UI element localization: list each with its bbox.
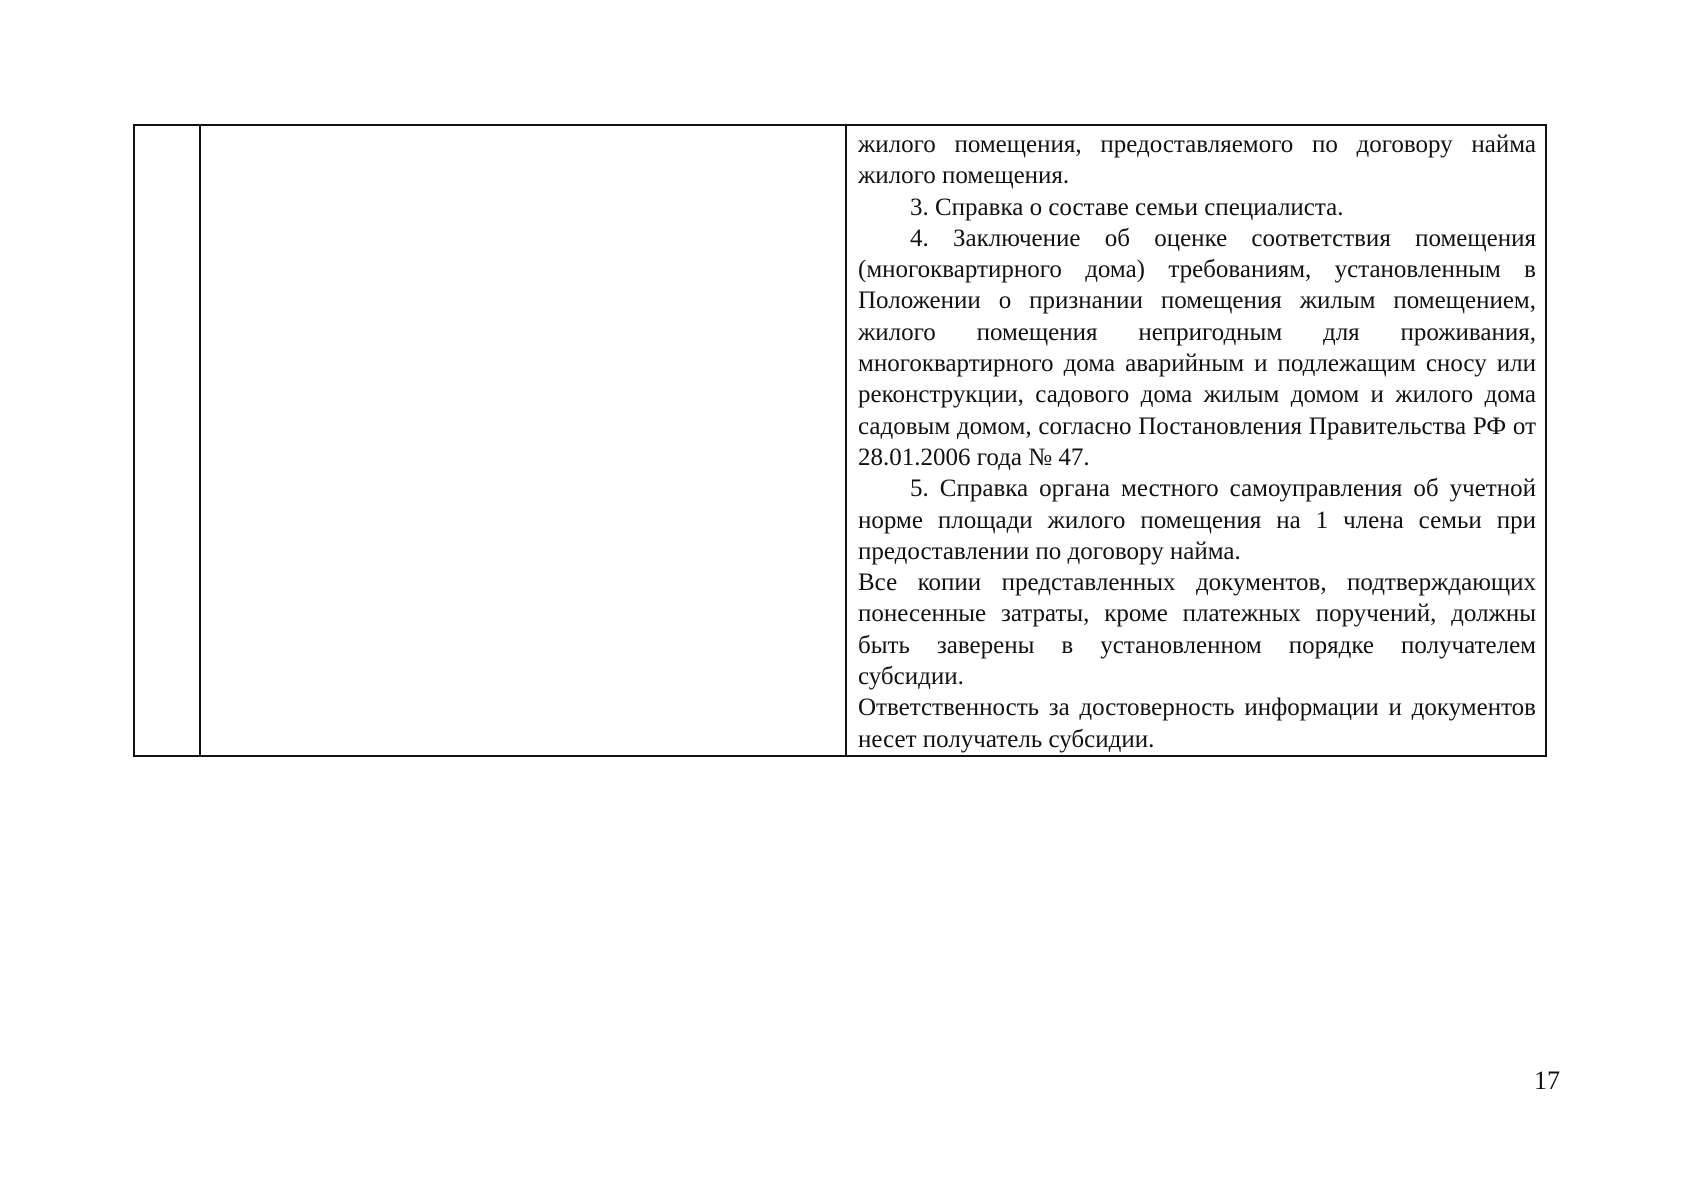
paragraph-item-3: 3. Справка о составе семьи специалиста. [910,193,1344,221]
paragraph-copies-note: Все копии представленных документов, подтверждающих понесенные затраты, кроме платежных поручений, должны быть заверены в установленном порядке получателем субсидии. [858,569,1536,691]
page-number: 17 [1534,1066,1560,1095]
paragraph-item-5: 5. Справка органа местного самоуправления об учетной норме площади жилого помещения на 1 члена семьи при предоставлении по договору найма. [858,475,1536,565]
table-cell-empty-1 [134,125,200,756]
document-table [133,124,1547,757]
table-cell-empty-2 [200,125,846,756]
table-row [134,125,1546,756]
paragraph-item-4: 4. Заключение об оценке соответствия помещения (многоквартирного дома) требованиям, установленным в Положении о признании помещения жилым помещением, жилого помещения непригодным для проживания, многоквартирного дома аварийным и подлежащим сносу или реконструкции, садового дома жилым домом и жилого дома садовым домом, согласно Постановления Правительства РФ от 28.01.2006 года № 47. [858,224,1536,471]
paragraph-continuation: жилого помещения, предоставляемого по договору найма жилого помещения. [858,131,1536,190]
paragraph-responsibility-note: Ответственность за достоверность информации и документов несет получатель субсидии. [858,694,1536,753]
table-cell-text [846,125,1546,756]
